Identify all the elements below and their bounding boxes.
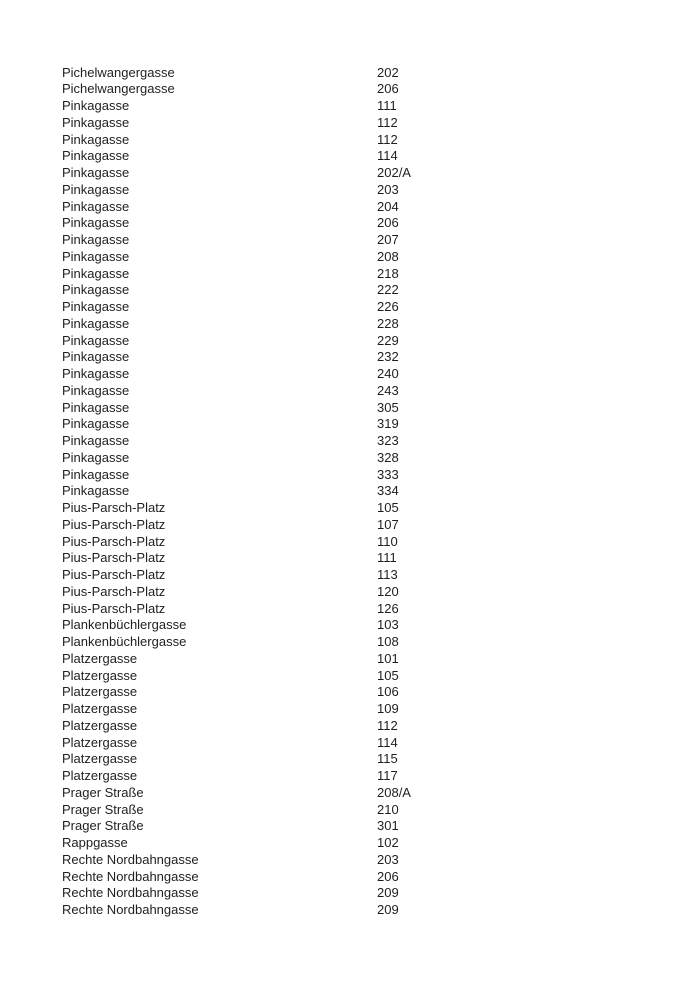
list-item [62, 115, 700, 132]
house-number: 204 [377, 198, 399, 214]
list-item [62, 601, 700, 618]
house-number: 112 [377, 131, 398, 147]
street-name: Pinkagasse [62, 449, 130, 465]
street-name: Pinkagasse [62, 165, 130, 180]
street-name: Pinkagasse [62, 148, 130, 164]
house-number: 228 [377, 315, 399, 331]
street-name: Pius-Parsch-Platz [62, 500, 166, 515]
house-number: 101 [377, 650, 399, 666]
list-item [62, 735, 700, 752]
street-name: Pius-Parsch-Platz [62, 550, 166, 566]
street-name: Platzergasse [62, 768, 138, 783]
street-name: Platzergasse [62, 751, 138, 767]
street-name: Pinkagasse [62, 349, 130, 365]
street-name: Platzergasse [62, 717, 138, 733]
street-name: Pinkagasse [62, 399, 130, 415]
list-item [62, 148, 700, 165]
street-name: Prager Straße [62, 784, 144, 800]
street-name: Pius-Parsch-Platz [62, 600, 166, 616]
street-name: Pinkagasse [62, 215, 130, 231]
house-number: 126 [377, 600, 399, 616]
list-item [62, 215, 700, 232]
list-item [62, 835, 700, 852]
house-number: 117 [377, 768, 398, 783]
street-name: Pius-Parsch-Platz [62, 567, 166, 582]
house-number: 319 [377, 416, 399, 432]
street-name: Pius-Parsch-Platz [62, 533, 166, 549]
list-item [62, 668, 700, 685]
house-number: 110 [377, 533, 398, 549]
street-name: Rechte Nordbahngasse [62, 851, 199, 867]
house-number: 202/A [377, 165, 411, 180]
house-number: 328 [377, 449, 399, 465]
list-item [62, 852, 700, 869]
list-item [62, 199, 700, 216]
house-number: 203 [377, 181, 399, 197]
house-number: 111 [377, 550, 397, 566]
street-name: Platzergasse [62, 701, 138, 716]
street-name: Pinkagasse [62, 416, 130, 432]
list-item [62, 483, 700, 500]
house-number: 113 [377, 567, 398, 582]
street-name: Pinkagasse [62, 198, 130, 214]
street-name: Pichelwangergasse [62, 64, 175, 80]
street-name: Prager Straße [62, 801, 144, 817]
street-name: Rappgasse [62, 835, 128, 850]
street-name: Platzergasse [62, 667, 138, 683]
house-number: 232 [377, 349, 399, 365]
house-number: 210 [377, 801, 399, 817]
list-item [62, 550, 700, 567]
list-item [62, 316, 700, 333]
house-number: 207 [377, 232, 399, 247]
street-name: Pinkagasse [62, 433, 130, 448]
list-item [62, 467, 700, 484]
list-item [62, 98, 700, 115]
house-number: 111 [377, 98, 397, 113]
list-item [62, 366, 700, 383]
street-name: Pinkagasse [62, 483, 130, 499]
street-name: Pinkagasse [62, 282, 130, 298]
house-number: 209 [377, 885, 399, 901]
list-item [62, 634, 700, 651]
house-number: 218 [377, 265, 399, 281]
list-item [62, 249, 700, 266]
house-number: 209 [377, 902, 399, 917]
house-number: 120 [377, 583, 399, 599]
street-name: Pinkagasse [62, 382, 130, 398]
street-name: Pinkagasse [62, 466, 130, 482]
list-item [62, 132, 700, 149]
list-item [62, 768, 700, 785]
house-number: 243 [377, 382, 399, 398]
house-number: 107 [377, 516, 399, 532]
list-item [62, 534, 700, 551]
house-number: 229 [377, 332, 399, 348]
list-item [62, 517, 700, 534]
list-item [62, 383, 700, 400]
street-name: Pinkagasse [62, 366, 130, 381]
house-number: 208 [377, 248, 399, 264]
list-item [62, 651, 700, 668]
house-number: 226 [377, 299, 399, 314]
house-number: 301 [377, 818, 399, 834]
list-item [62, 416, 700, 433]
list-item [62, 349, 700, 366]
list-item [62, 701, 700, 718]
list-item [62, 751, 700, 768]
street-name: Pinkagasse [62, 315, 130, 331]
house-number: 333 [377, 466, 399, 482]
house-number: 105 [377, 500, 399, 515]
list-item [62, 617, 700, 634]
house-number: 112 [377, 114, 398, 130]
list-item [62, 802, 700, 819]
house-number: 206 [377, 215, 399, 231]
house-number: 109 [377, 701, 399, 716]
street-name: Pinkagasse [62, 248, 130, 264]
street-name: Pinkagasse [62, 181, 130, 197]
house-number: 240 [377, 366, 399, 381]
list-item [62, 718, 700, 735]
list-item [62, 433, 700, 450]
street-name: Rechte Nordbahngasse [62, 902, 199, 917]
street-name: Plankenbüchlergasse [62, 617, 187, 633]
house-number: 208/A [377, 784, 411, 800]
street-name: Plankenbüchlergasse [62, 634, 187, 649]
street-name: Pinkagasse [62, 265, 130, 281]
list-item [62, 902, 700, 919]
list-item [62, 65, 700, 82]
list-item [62, 567, 700, 584]
street-name: Pinkagasse [62, 98, 130, 113]
house-number: 105 [377, 667, 399, 683]
street-name: Pichelwangergasse [62, 81, 175, 97]
house-number: 112 [377, 717, 398, 733]
house-number: 115 [377, 751, 398, 767]
street-name: Pinkagasse [62, 232, 130, 247]
street-name: Pinkagasse [62, 131, 130, 147]
house-number: 305 [377, 399, 399, 415]
list-item [62, 400, 700, 417]
street-name: Pinkagasse [62, 332, 130, 348]
list-item [62, 785, 700, 802]
list-item [62, 869, 700, 886]
street-name: Rechte Nordbahngasse [62, 868, 199, 884]
list-item [62, 333, 700, 350]
street-name: Pinkagasse [62, 299, 130, 314]
list-item [62, 232, 700, 249]
street-name: Pinkagasse [62, 114, 130, 130]
list-item [62, 282, 700, 299]
street-name: Platzergasse [62, 734, 138, 750]
street-name: Pius-Parsch-Platz [62, 583, 166, 599]
list-item [62, 584, 700, 601]
street-name: Rechte Nordbahngasse [62, 885, 199, 901]
street-number-list [62, 65, 700, 919]
house-number: 106 [377, 684, 399, 700]
list-item [62, 885, 700, 902]
list-item [62, 81, 700, 98]
list-item [62, 450, 700, 467]
house-number: 323 [377, 433, 399, 448]
house-number: 206 [377, 868, 399, 884]
list-item [62, 818, 700, 835]
list-item [62, 182, 700, 199]
house-number: 114 [377, 734, 398, 750]
house-number: 203 [377, 851, 399, 867]
house-number: 202 [377, 64, 399, 80]
list-item [62, 684, 700, 701]
list-item [62, 299, 700, 316]
house-number: 206 [377, 81, 399, 97]
house-number: 108 [377, 634, 399, 649]
street-name: Prager Straße [62, 818, 144, 834]
list-item [62, 266, 700, 283]
list-item [62, 165, 700, 182]
house-number: 102 [377, 835, 399, 850]
house-number: 222 [377, 282, 399, 298]
house-number: 103 [377, 617, 399, 633]
list-item [62, 500, 700, 517]
street-name: Pius-Parsch-Platz [62, 516, 166, 532]
house-number: 114 [377, 148, 398, 164]
house-number: 334 [377, 483, 399, 499]
street-name: Platzergasse [62, 650, 138, 666]
street-name: Platzergasse [62, 684, 138, 700]
